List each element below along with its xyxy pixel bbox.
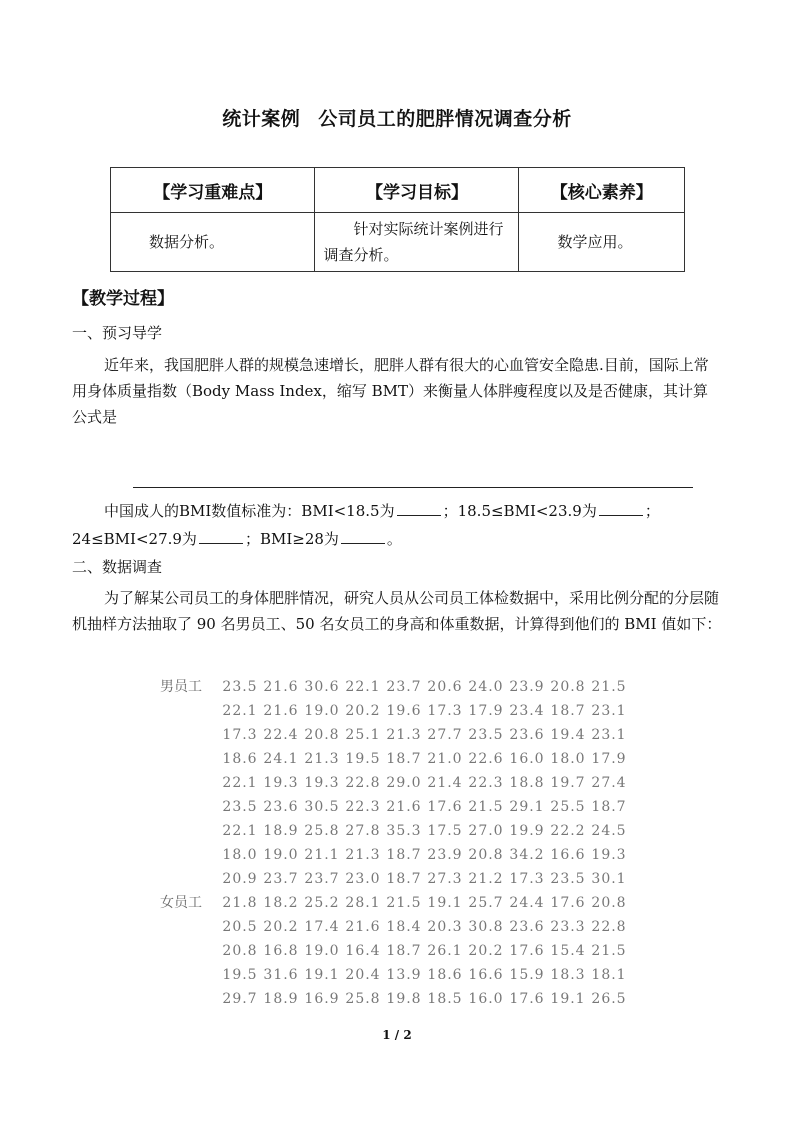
cell-key-points: 数据分析。 — [111, 213, 315, 272]
bmi-value: 22.1 — [222, 775, 258, 791]
bmi-standard-line2 — [72, 528, 402, 549]
bmi-value: 20.8 — [222, 943, 258, 959]
bmi-value: 22.2 — [550, 823, 586, 839]
bmi-value: 18.7 — [386, 943, 422, 959]
bmi-value: 18.4 — [386, 919, 422, 935]
bmi-value: 22.1 — [345, 679, 381, 695]
bmi-value: 21.2 — [468, 871, 504, 887]
bmi-value: 20.4 — [345, 967, 381, 983]
bmi-value: 23.6 — [263, 799, 299, 815]
bmi-value: 19.5 — [222, 967, 258, 983]
bmi-value: 23.6 — [509, 727, 545, 743]
bmi-value: 23.1 — [591, 727, 627, 743]
bmi-value: 17.9 — [591, 751, 627, 767]
bmi-value: 24.1 — [263, 751, 299, 767]
bmi-value: 26.5 — [591, 991, 627, 1007]
bmi-value: 31.6 — [263, 967, 299, 983]
bmi-value: 22.8 — [345, 775, 381, 791]
bmi-value: 16.8 — [263, 943, 299, 959]
bmi-value: 22.1 — [222, 703, 258, 719]
bmi-value: 21.3 — [304, 751, 340, 767]
bmi-value: 18.7 — [386, 847, 422, 863]
bmi-value: 18.7 — [591, 799, 627, 815]
bmi-value: 20.8 — [591, 895, 627, 911]
male-bmi-label: 男员工 — [160, 679, 202, 695]
bmi-value: 30.5 — [304, 799, 340, 815]
bmi-value: 21.6 — [263, 679, 299, 695]
bmi-value: 20.2 — [345, 703, 381, 719]
bmi-value: 23.5 — [550, 871, 586, 887]
bmi-value: 23.6 — [509, 919, 545, 935]
bmi-value: 29.7 — [222, 991, 258, 1007]
bmi-value: 27.4 — [591, 775, 627, 791]
bmi-value: 17.3 — [222, 727, 258, 743]
bmi-value: 23.5 — [222, 679, 258, 695]
std-end: ； — [644, 502, 660, 520]
bmi-value: 16.6 — [468, 967, 504, 983]
bmi-value: 19.3 — [263, 775, 299, 791]
bmi-value: 19.4 — [550, 727, 586, 743]
bmi-value: 23.0 — [345, 871, 381, 887]
bmi-value: 22.8 — [591, 919, 627, 935]
std-5: 。 — [386, 530, 402, 548]
section1-paragraph: 近年来，我国肥胖人群的规模急速增长，肥胖人群有很大的心血管安全隐患.目前，国际上常用身体质量指数（Body Mass Index，缩写 BMT）来衡量人体胖瘦程度以及是否健康，其计算公式是 — [72, 356, 709, 426]
bmi-value: 29.1 — [509, 799, 545, 815]
bmi-value: 16.9 — [304, 991, 340, 1007]
header-key-points: 【学习重难点】 — [111, 168, 315, 213]
bmi-value: 18.6 — [427, 967, 463, 983]
bmi-value: 19.3 — [304, 775, 340, 791]
bmi-value: 18.3 — [550, 967, 586, 983]
bmi-value: 25.8 — [304, 823, 340, 839]
bmi-value: 13.9 — [386, 967, 422, 983]
bmi-value: 23.1 — [591, 703, 627, 719]
bmi-value: 16.0 — [509, 751, 545, 767]
blank-2 — [599, 500, 643, 516]
std-intro: 中国成人的BMI数值标准为：BMI<18.5为 — [104, 502, 395, 520]
bmi-value: 30.1 — [591, 871, 627, 887]
cell-core-literacy: 数学应用。 — [519, 213, 685, 272]
header-learning-goal: 【学习目标】 — [315, 168, 519, 213]
bmi-value: 23.3 — [550, 919, 586, 935]
bmi-value: 25.2 — [304, 895, 340, 911]
bmi-value: 25.5 — [550, 799, 586, 815]
bmi-value: 19.6 — [386, 703, 422, 719]
bmi-value: 20.8 — [550, 679, 586, 695]
bmi-value: 20.2 — [263, 919, 299, 935]
bmi-value: 25.7 — [468, 895, 504, 911]
bmi-value: 27.8 — [345, 823, 381, 839]
bmi-value: 18.2 — [263, 895, 299, 911]
bmi-value: 17.6 — [550, 895, 586, 911]
bmi-value: 18.7 — [386, 751, 422, 767]
bmi-value: 27.0 — [468, 823, 504, 839]
bmi-value: 17.3 — [427, 703, 463, 719]
bmi-value: 23.9 — [427, 847, 463, 863]
bmi-value: 23.7 — [386, 679, 422, 695]
bmi-value: 20.3 — [427, 919, 463, 935]
bmi-value: 21.4 — [427, 775, 463, 791]
bmi-value: 18.6 — [222, 751, 258, 767]
bmi-value: 19.3 — [591, 847, 627, 863]
bmi-value: 34.2 — [509, 847, 545, 863]
bmi-value: 17.3 — [509, 871, 545, 887]
bmi-value: 30.8 — [468, 919, 504, 935]
bmi-value: 21.8 — [222, 895, 258, 911]
bmi-value: 25.1 — [345, 727, 381, 743]
bmi-value: 24.0 — [468, 679, 504, 695]
bmi-value: 15.4 — [550, 943, 586, 959]
blank-1 — [397, 500, 441, 516]
bmi-value: 21.5 — [386, 895, 422, 911]
bmi-value: 29.0 — [386, 775, 422, 791]
section2-heading: 二、数据调查 — [72, 558, 163, 576]
bmi-value: 18.1 — [591, 967, 627, 983]
bmi-value: 23.9 — [509, 679, 545, 695]
bmi-value: 21.6 — [263, 703, 299, 719]
bmi-value: 19.1 — [550, 991, 586, 1007]
bmi-value: 27.7 — [427, 727, 463, 743]
bmi-value: 22.6 — [468, 751, 504, 767]
bmi-value: 20.8 — [304, 727, 340, 743]
bmi-value: 27.3 — [427, 871, 463, 887]
bmi-value: 35.3 — [386, 823, 422, 839]
bmi-value: 20.5 — [222, 919, 258, 935]
bmi-value: 21.3 — [345, 847, 381, 863]
bmi-value: 18.5 — [427, 991, 463, 1007]
bmi-value: 15.9 — [509, 967, 545, 983]
bmi-value: 21.3 — [386, 727, 422, 743]
bmi-value: 23.5 — [468, 727, 504, 743]
bmi-value: 21.6 — [386, 799, 422, 815]
bmi-value: 17.5 — [427, 823, 463, 839]
bmi-value: 18.9 — [263, 991, 299, 1007]
bmi-value: 20.9 — [222, 871, 258, 887]
bmi-value: 19.0 — [304, 943, 340, 959]
bmi-value: 21.5 — [591, 943, 627, 959]
bmi-value: 18.7 — [550, 703, 586, 719]
process-heading: 【教学过程】 — [72, 289, 174, 309]
bmi-value: 18.0 — [550, 751, 586, 767]
bmi-value: 23.7 — [263, 871, 299, 887]
bmi-value: 19.8 — [386, 991, 422, 1007]
bmi-value: 17.9 — [468, 703, 504, 719]
bmi-value: 22.3 — [468, 775, 504, 791]
bmi-value: 21.6 — [345, 919, 381, 935]
bmi-value: 21.5 — [468, 799, 504, 815]
std-3: 24≤BMI<27.9为 — [72, 530, 197, 548]
bmi-value: 22.3 — [345, 799, 381, 815]
page-number: 1 / 2 — [382, 1028, 412, 1042]
bmi-value: 16.6 — [550, 847, 586, 863]
bmi-value: 19.0 — [263, 847, 299, 863]
bmi-value: 24.4 — [509, 895, 545, 911]
cell-learning-goal: 针对实际统计案例进行调查分析。 — [315, 213, 519, 272]
female-bmi-label: 女员工 — [160, 895, 202, 911]
bmi-value: 20.6 — [427, 679, 463, 695]
bmi-value: 24.5 — [591, 823, 627, 839]
bmi-value: 21.1 — [304, 847, 340, 863]
bmi-value: 18.8 — [509, 775, 545, 791]
section2-paragraph: 为了解某公司员工的身体肥胖情况，研究人员从公司员工体检数据中，采用比例分配的分层随机抽样方法抽取了 90 名男员工、50 名女员工的身高和体重数据，计算得到他们的 BMI 值如下： — [72, 589, 722, 633]
bmi-value: 23.7 — [304, 871, 340, 887]
bmi-value: 17.6 — [427, 799, 463, 815]
bmi-value: 21.5 — [591, 679, 627, 695]
bmi-value: 18.9 — [263, 823, 299, 839]
bmi-value: 17.6 — [509, 991, 545, 1007]
bmi-value: 18.7 — [386, 871, 422, 887]
blank-4 — [341, 528, 385, 544]
bmi-value: 25.8 — [345, 991, 381, 1007]
bmi-value: 19.0 — [304, 703, 340, 719]
bmi-value: 22.1 — [222, 823, 258, 839]
bmi-value: 19.7 — [550, 775, 586, 791]
page-title — [0, 104, 794, 131]
bmi-value: 18.0 — [222, 847, 258, 863]
blank-3 — [199, 528, 243, 544]
bmi-value: 19.1 — [304, 967, 340, 983]
bmi-value: 26.1 — [427, 943, 463, 959]
bmi-value: 16.0 — [468, 991, 504, 1007]
formula-blank — [133, 487, 693, 488]
bmi-value: 17.4 — [304, 919, 340, 935]
section1-heading: 一、预习导学 — [72, 324, 163, 342]
bmi-value: 21.0 — [427, 751, 463, 767]
bmi-value: 20.8 — [468, 847, 504, 863]
header-core-literacy: 【核心素养】 — [519, 168, 685, 213]
bmi-value: 23.5 — [222, 799, 258, 815]
bmi-value: 30.6 — [304, 679, 340, 695]
bmi-value: 19.9 — [509, 823, 545, 839]
bmi-value: 16.4 — [345, 943, 381, 959]
bmi-value: 23.4 — [509, 703, 545, 719]
bmi-standard-line1 — [104, 500, 660, 521]
bmi-value: 17.6 — [509, 943, 545, 959]
bmi-value: 20.2 — [468, 943, 504, 959]
bmi-value: 19.5 — [345, 751, 381, 767]
bmi-value: 22.4 — [263, 727, 299, 743]
bmi-value: 19.1 — [427, 895, 463, 911]
title-sub: 公司员工的肥胖情况调查分析 — [318, 108, 572, 130]
title-main: 统计案例 — [222, 108, 301, 130]
std-4: ；BMI≥28为 — [244, 530, 339, 548]
bmi-value: 28.1 — [345, 895, 381, 911]
learning-goals-table — [110, 167, 685, 272]
std-2: ；18.5≤BMI<23.9为 — [442, 502, 597, 520]
